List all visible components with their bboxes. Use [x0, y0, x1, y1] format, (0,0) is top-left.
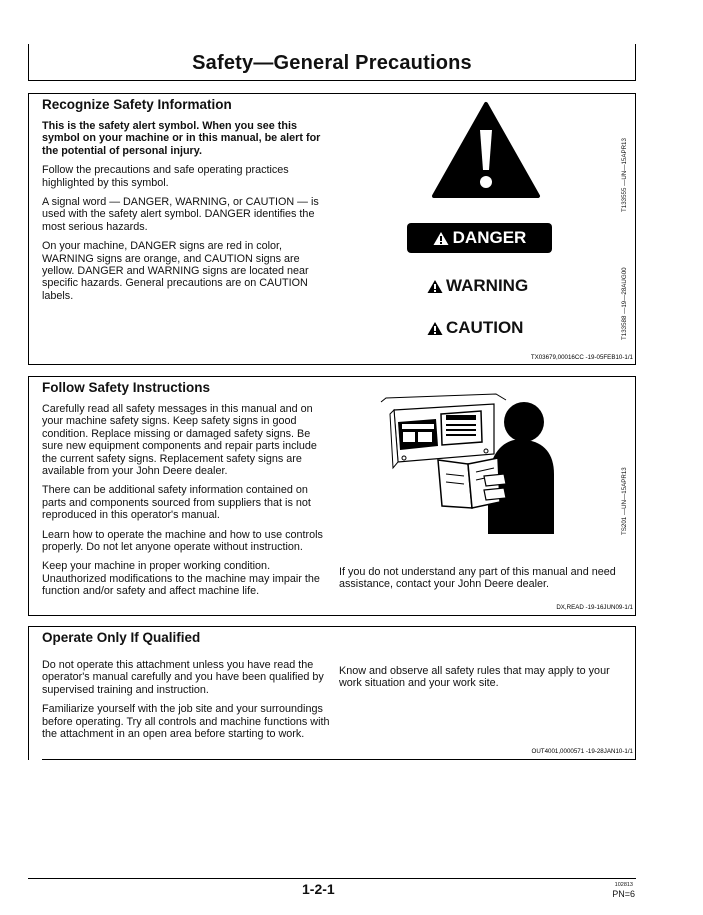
- footer-rule: [28, 878, 636, 879]
- section2-right-rule: [635, 376, 636, 616]
- footer-code: 102813: [614, 882, 633, 888]
- section1-bottom-rule: [28, 364, 636, 365]
- section2-right-body: [339, 566, 631, 598]
- person-reading-manual-illustration: [376, 384, 556, 534]
- section1-heading: Recognize Safety Information: [42, 97, 232, 112]
- section2-paragraph: Learn how to operate the machine and how to use controls properly. Do not let anyone operate without instruction.: [42, 528, 323, 554]
- section3-right-paragraph: Know and observe all safety rules that may apply to your work situation and your work site.: [339, 665, 610, 690]
- image-code-1: T133555 —UN—15APR13: [621, 138, 628, 212]
- section1-paragraph: Follow the precautions and safe operating practices highlighted by this symbol.: [42, 164, 289, 189]
- section1-paragraph: On your machine, DANGER signs are red in color, WARNING signs are orange, and CAUTION signs are yellow. DANGER and WARNING signs are located near specific hazards. General precautions are on CAUTION labels.: [42, 240, 309, 302]
- warning-label: WARNING: [446, 276, 529, 295]
- section3-heading: Operate Only If Qualified: [42, 630, 201, 645]
- section1-paragraph: A signal word — DANGER, WARNING, or CAUTION — is used with the safety alert symbol. DANGER identifies the most serious hazards.: [42, 196, 319, 233]
- section3-right-rule: [635, 626, 636, 760]
- section3-paragraph: Familiarize yourself with the job site and your surroundings before operating. Try all controls and machine functions with the attachment in an open area before starting to work.: [42, 703, 330, 741]
- section1-right-rule: [635, 93, 636, 365]
- section3-top-rule: [28, 626, 636, 627]
- caution-label: CAUTION: [446, 318, 524, 337]
- page-number: 1-2-1: [302, 881, 335, 897]
- section2-body: [42, 403, 328, 605]
- section3-paragraph: Do not operate this attachment unless you have read the operator's manual carefully and you have been qualified by supervised training and instruction.: [42, 659, 324, 696]
- section3-left-rule: [28, 626, 29, 760]
- section2-bottom-rule: [28, 615, 636, 616]
- danger-label: DANGER: [452, 228, 527, 247]
- section2-paragraph: There can be additional safety information contained on parts and components sourced from suppliers that is not reproduced in this operator's manual.: [42, 484, 311, 522]
- caution-sign: [427, 318, 523, 338]
- section2-top-rule: [28, 376, 636, 377]
- section2-left-rule: [28, 376, 29, 616]
- section2-heading: Follow Safety Instructions: [42, 380, 211, 395]
- section3-reference: OUT4001,0000571 -19-28JAN10-1/1: [531, 748, 633, 755]
- image-code-3: TS201 —UN—15APR13: [621, 467, 628, 535]
- section2-paragraph: Keep your machine in proper working condition. Unauthorized modifications to the machine may impair the function and/or safety and affect machine life.: [42, 560, 320, 598]
- section3-bottom-rule: [42, 759, 636, 760]
- section1-top-rule: [28, 93, 636, 94]
- alert-triangle-icon: [427, 321, 443, 336]
- section1-left-rule: [28, 93, 29, 365]
- alert-triangle-icon: [433, 231, 449, 246]
- section3-body: [42, 659, 330, 747]
- section1-paragraph: This is the safety alert symbol. When you see this symbol on your machine or in this manual, be alert for the potential of personal injury.: [42, 120, 321, 157]
- section2-right-paragraph: If you do not understand any part of this manual and need assistance, contact your John Deere dealer.: [339, 566, 616, 591]
- section1-body: [42, 120, 324, 309]
- alert-triangle-icon: [427, 279, 443, 294]
- image-code-2: T133588 —19—28AUG00: [621, 267, 628, 340]
- danger-sign: [407, 223, 552, 253]
- warning-sign: [427, 276, 528, 296]
- safety-alert-triangle-icon: [430, 100, 542, 200]
- page-title: Safety—General Precautions: [192, 52, 472, 74]
- section2-reference: DX,READ -19-16JUN09-1/1: [556, 604, 633, 611]
- section2-paragraph: Carefully read all safety messages in this manual and on your machine safety signs. Keep safety signs in good condition. Replace missing or damaged safety signs. Be sure new equipment components and repair parts include the current safety signs. Replacement safety signs are available from your John Deere dealer.: [42, 403, 317, 478]
- title-rule: [28, 80, 636, 81]
- section1-reference: TX03679,00016CC -19-05FEB10-1/1: [530, 354, 633, 361]
- pn-label: PN=6: [612, 889, 635, 899]
- section3-right-body: [339, 665, 631, 697]
